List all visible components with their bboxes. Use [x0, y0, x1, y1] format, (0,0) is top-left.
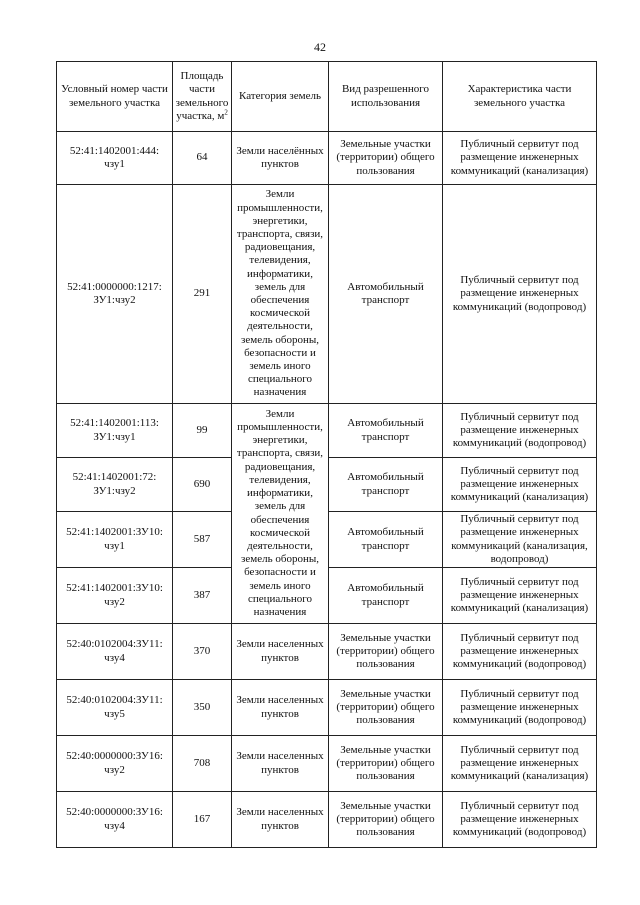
description-cell: Публичный сервитут под размещение инженерных коммуникаций (водопровод): [443, 185, 597, 404]
description-cell: Публичный сервитут под размещение инженерных коммуникаций (канализация): [443, 568, 597, 624]
land-plot-parts-table: [56, 61, 597, 848]
cadastral-number-cell: 52:40:0000000:ЗУ16: чзу4: [57, 792, 173, 848]
description-cell: Публичный сервитут под размещение инженерных коммуникаций (канализация, водопровод): [443, 512, 597, 568]
header-permitted-use: Вид разрешенного использования: [329, 62, 443, 132]
cadastral-number-cell: 52:41:0000000:1217: ЗУ1:чзу2: [57, 185, 173, 404]
permitted-use-cell: Автомобильный транспорт: [329, 185, 443, 404]
table-row: [57, 736, 597, 792]
cadastral-number-cell: 52:41:1402001:113: ЗУ1:чзу1: [57, 404, 173, 458]
land-category-cell: Земли промышленности, энергетики, транспорта, связи, радиовещания, телевидения, информатики, земель для обеспечения космической деятельности, земель обороны, безопасности и земель иного специального назначения: [232, 185, 329, 404]
permitted-use-cell: Земельные участки (территории) общего пользования: [329, 624, 443, 680]
area-cell: 587: [173, 512, 232, 568]
page-number: 42: [314, 40, 326, 54]
description-cell: Публичный сервитут под размещение инженерных коммуникаций (водопровод): [443, 404, 597, 458]
permitted-use-cell: Земельные участки (территории) общего пользования: [329, 736, 443, 792]
header-description: Характеристика части земельного участка: [443, 62, 597, 132]
description-cell: Публичный сервитут под размещение инженерных коммуникаций (водопровод): [443, 624, 597, 680]
land-category-cell: Земли населенных пунктов: [232, 680, 329, 736]
header-area-text: Площадь части земельного участка, м: [175, 70, 229, 122]
area-cell: 99: [173, 404, 232, 458]
description-cell: Публичный сервитут под размещение инженерных коммуникаций (канализация): [443, 458, 597, 512]
permitted-use-cell: Автомобильный транспорт: [329, 512, 443, 568]
area-cell: 291: [173, 185, 232, 404]
table-row: [57, 132, 597, 185]
cadastral-number-cell: 52:40:0102004:ЗУ11: чзу4: [57, 624, 173, 680]
description-cell: Публичный сервитут под размещение инженерных коммуникаций (канализация): [443, 132, 597, 185]
cadastral-number-cell: 52:41:1402001:444: чзу1: [57, 132, 173, 185]
description-cell: Публичный сервитут под размещение инженерных коммуникаций (канализация): [443, 736, 597, 792]
description-cell: Публичный сервитут под размещение инженерных коммуникаций (водопровод): [443, 680, 597, 736]
area-cell: 167: [173, 792, 232, 848]
header-area: [173, 62, 232, 132]
header-area-unit-superscript: 2: [224, 108, 228, 117]
permitted-use-cell: Автомобильный транспорт: [329, 568, 443, 624]
permitted-use-cell: Земельные участки (территории) общего пользования: [329, 792, 443, 848]
permitted-use-cell: Автомобильный транспорт: [329, 404, 443, 458]
land-category-cell: Земли населенных пунктов: [232, 736, 329, 792]
table-row: [57, 185, 597, 404]
area-cell: 387: [173, 568, 232, 624]
land-category-cell: Земли населенных пунктов: [232, 624, 329, 680]
cadastral-number-cell: 52:40:0102004:ЗУ11: чзу5: [57, 680, 173, 736]
table-row: [57, 624, 597, 680]
area-cell: 64: [173, 132, 232, 185]
land-category-cell: Земли населённых пунктов: [232, 132, 329, 185]
table-row: [57, 680, 597, 736]
land-category-cell: Земли промышленности, энергетики, транспорта, связи, радиовещания, телевидения, информатики, земель для обеспечения космической деятельности, земель обороны, безопасности и земель иного специального назначения: [232, 404, 329, 624]
cadastral-number-cell: 52:41:1402001:ЗУ10: чзу1: [57, 512, 173, 568]
cadastral-number-cell: 52:41:1402001:ЗУ10: чзу2: [57, 568, 173, 624]
description-cell: Публичный сервитут под размещение инженерных коммуникаций (водопровод): [443, 792, 597, 848]
area-cell: 350: [173, 680, 232, 736]
area-cell: 370: [173, 624, 232, 680]
table-row: [57, 792, 597, 848]
land-category-cell: Земли населенных пунктов: [232, 792, 329, 848]
table-row: [57, 404, 597, 458]
permitted-use-cell: Земельные участки (территории) общего пользования: [329, 132, 443, 185]
cadastral-number-cell: 52:40:0000000:ЗУ16: чзу2: [57, 736, 173, 792]
header-cadastral-number: Условный номер части земельного участка: [57, 62, 173, 132]
permitted-use-cell: Автомобильный транспорт: [329, 458, 443, 512]
header-land-category: Категория земель: [232, 62, 329, 132]
cadastral-number-cell: 52:41:1402001:72: ЗУ1:чзу2: [57, 458, 173, 512]
area-cell: 690: [173, 458, 232, 512]
area-cell: 708: [173, 736, 232, 792]
permitted-use-cell: Земельные участки (территории) общего пользования: [329, 680, 443, 736]
table-header-row: [57, 62, 597, 132]
